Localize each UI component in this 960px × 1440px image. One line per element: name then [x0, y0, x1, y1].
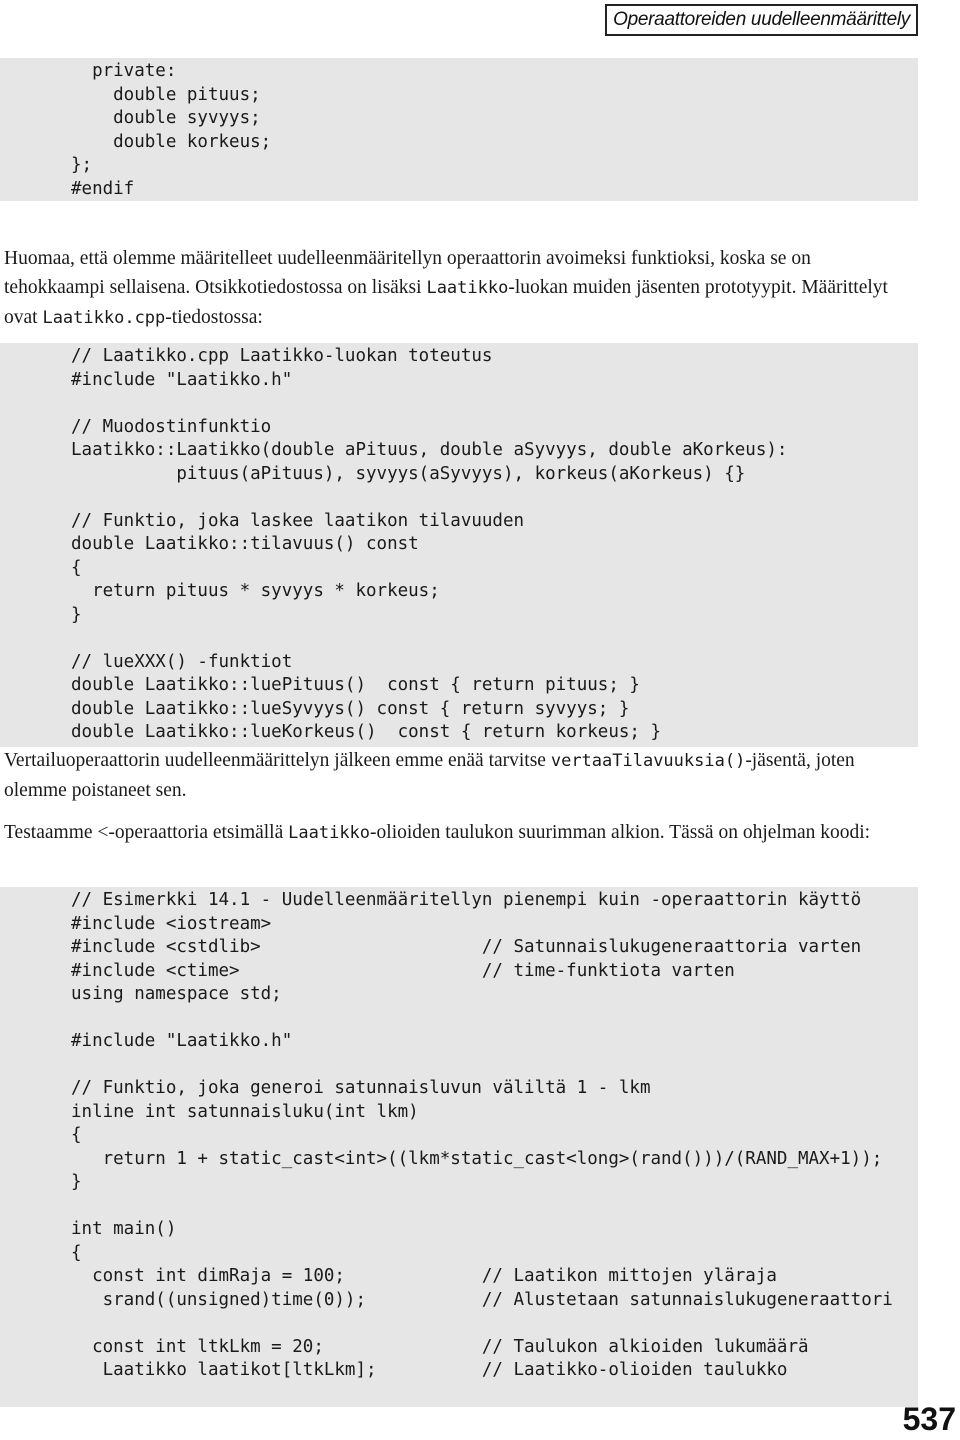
inline-code: Laatikko [426, 278, 509, 298]
code-line: double syvyys; [71, 108, 261, 128]
code-line: using namespace std; [71, 984, 282, 1004]
code-line: pituus(aPituus), syvyys(aSyvyys), korkeus(aKorkeus) {} [71, 463, 746, 484]
code-line: // Laatikko.cpp Laatikko-luokan toteutus [71, 346, 493, 366]
code-line: }; [71, 155, 93, 175]
code-line: double Laatikko::lueKorkeus() const { return korkeus; } [71, 722, 662, 742]
code-block [0, 343, 918, 747]
code-line: } [71, 1172, 82, 1192]
code-line: #include <iostream> [71, 913, 272, 934]
code-line: return pituus * syvyys * korkeus; [71, 581, 440, 601]
code-line: #include "Laatikko.h" [71, 1031, 293, 1051]
code-line: int main() [71, 1219, 177, 1239]
code-line: } [71, 604, 82, 625]
code-line: inline int satunnaisluku(int lkm) [71, 1101, 419, 1122]
inline-code: Laatikko [288, 823, 371, 843]
code-line: double Laatikko::luePituus() const { return pituus; } [71, 675, 640, 695]
inline-code: vertaaTilavuuksia() [550, 751, 746, 771]
paragraph: Huomaa, että olemme määritelleet uudelleenmääritellyn operaattorin avoimeksi funktioksi, koska se on tehokkaampi sellaisena. Otsikkotiedostossa on lisäksi Laatikko-luokan muiden jäsenten prototyypit. Määrittelyt ovat Laatikko.cpp-tiedostossa: [4, 248, 888, 328]
page-number: 537 [902, 1401, 956, 1437]
code-line: #include <cstdlib> // Satunnaislukugeneraattoria varten [71, 937, 862, 957]
code-line [71, 627, 918, 651]
paragraph: Testaamme <-operaattoria etsimällä Laatikko-olioiden taulukon suurimman alkion. Tässä on ohjelman koodi: [4, 822, 871, 843]
code-line: double Laatikko::lueSyvyys() const { return syvyys; } [71, 698, 630, 719]
running-title: Operaattoreiden uudelleenmäärittely [605, 4, 918, 36]
code-line: #include <ctime> // time-funktiota varten [71, 960, 735, 981]
inline-code: Laatikko.cpp [42, 308, 166, 328]
code-block [0, 887, 918, 1407]
code-line: const int dimRaja = 100; // Laatikon mittojen yläraja [71, 1266, 777, 1286]
code-line [71, 1007, 918, 1031]
code-line: { [71, 557, 82, 578]
code-block [0, 58, 918, 201]
code-line: // lueXXX() -funktiot [71, 651, 293, 672]
code-line: { [71, 1242, 82, 1263]
code-line: #endif [71, 178, 135, 199]
code-line: double korkeus; [71, 131, 272, 152]
code-line: private: [71, 61, 177, 81]
code-line [71, 392, 918, 416]
code-line [71, 1312, 918, 1336]
code-line: // Funktio, joka generoi satunnaisluvun väliltä 1 - lkm [71, 1078, 651, 1098]
code-line [71, 1195, 918, 1219]
code-line: Laatikko::Laatikko(double aPituus, double aSyvyys, double aKorkeus): [71, 440, 788, 460]
code-line: const int ltkLkm = 20; // Taulukon alkioiden lukumäärä [71, 1336, 809, 1357]
code-line [71, 486, 918, 510]
code-line: { [71, 1125, 82, 1145]
code-line [71, 1054, 918, 1078]
paragraph: Vertailuoperaattorin uudelleenmäärittelyn jälkeen emme enää tarvitse vertaaTilavuuksia()-jäsentä, joten olemme poistaneet sen. [4, 750, 855, 801]
code-line: srand((unsigned)time(0)); // Alustetaan satunnaislukugeneraattori [71, 1289, 893, 1310]
code-line: // Esimerkki 14.1 - Uudelleenmääritellyn pienempi kuin -operaattorin käyttö [71, 890, 862, 910]
code-line: return 1 + static_cast<int>((lkm*static_cast<long>(rand()))/(RAND_MAX+1)); [71, 1148, 883, 1169]
code-line: double pituus; [71, 84, 261, 105]
code-line: // Funktio, joka laskee laatikon tilavuuden [71, 510, 525, 531]
code-line: #include "Laatikko.h" [71, 369, 293, 390]
code-line: double Laatikko::tilavuus() const [71, 534, 419, 554]
code-line: Laatikko laatikot[ltkLkm]; // Laatikko-olioiden taulukko [71, 1360, 788, 1380]
code-line: // Muodostinfunktio [71, 416, 272, 437]
